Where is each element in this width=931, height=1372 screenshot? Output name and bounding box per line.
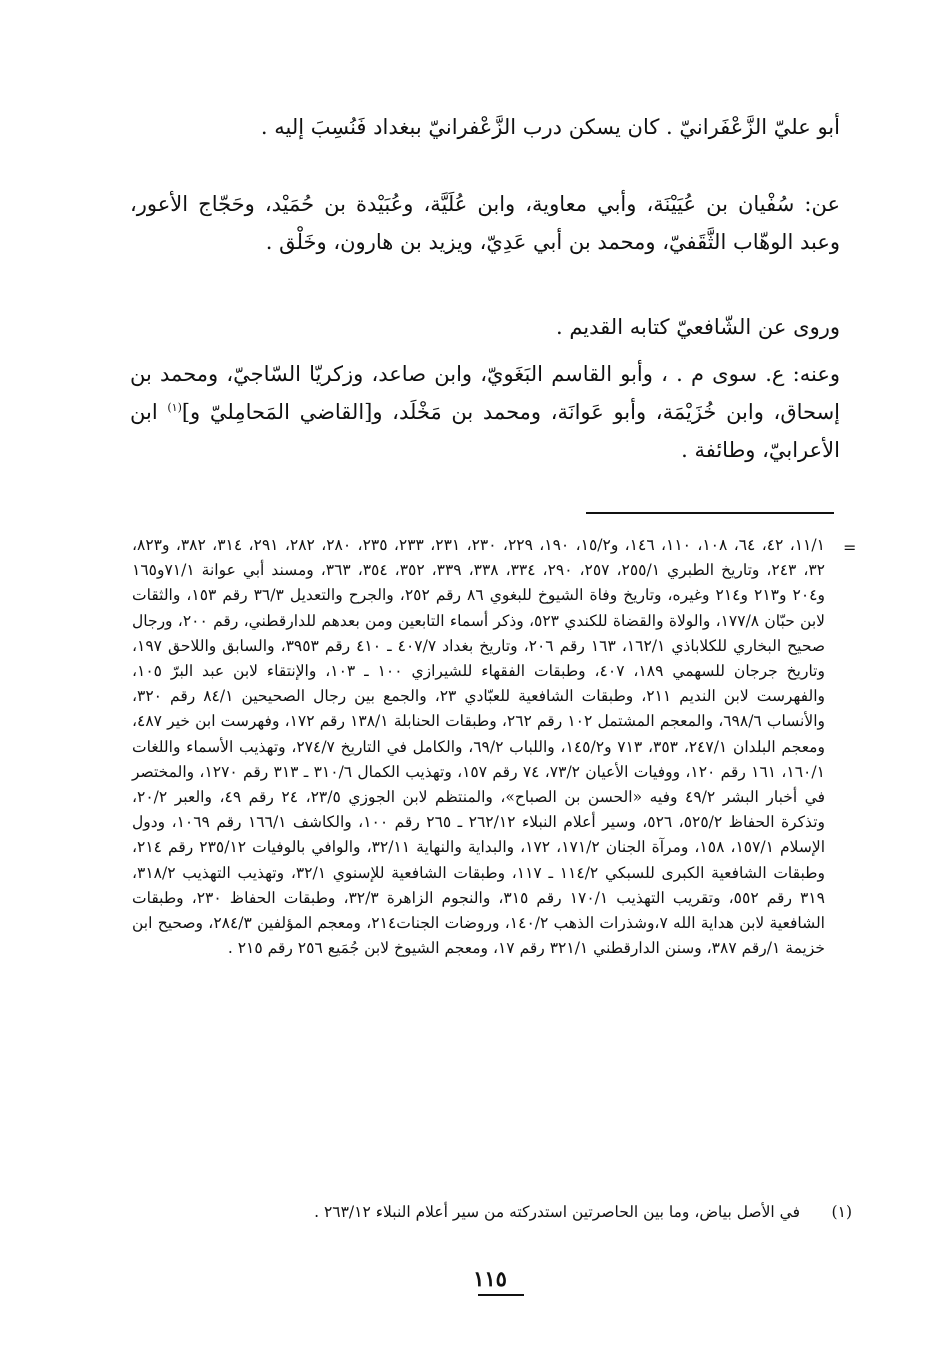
- page-number: ١١٥: [473, 1266, 507, 1291]
- footnote-1-number: (١): [831, 1203, 852, 1221]
- narration-paragraph: وروى عن الشّافعيّ كتابه القديم .: [555, 315, 840, 339]
- footnote-reference-1: (١): [167, 401, 182, 414]
- students-text-before: وعنه: ع. سوى م . ، وأبو القاسم البَغَويّ، وابن صاعد، وزكريّا السّاجيّ، ومحمد بن إسحاق، وابن خُزَيْمَة، وأبو عَوانَة، ومحمد بن مَخْلَد، و[القاضي المَحامِليّ و]: [130, 362, 840, 424]
- footnote-continuation-mark: =: [843, 538, 857, 557]
- intro-paragraph: أبو عليّ الزَّعْفَرانيّ . كان يسكن درب الزَّعْفرانيّ ببغداد فَنُسِبَ إليه .: [260, 115, 840, 139]
- students-text-after: ابن الأعرابيّ، وطائفة .: [130, 400, 840, 462]
- footnote-continued-sources: ١١/١، ٤٢، ٦٤، ١٠٨، ١١٠، ١٤٦، و١٥/٢، ١٩٠، ٢٢٩، ٢٣٠، ٢٣١، ٢٣٣، ٢٣٥، ٢٨٠، ٢٨٢، ٢٩١، ٣١٤، ٣٨٢، و٨٢٣، ٣٢، ٢٤٣، وتاريخ الطبري ٢٥٥/١، ٢٥٧، ٢٩٠، ٣٣٤، ٣٣٨، ٣٣٩، ٣٥٢، ٣٥٤، ٣٦٣، ومسند أبي عوانة ٧١/١و١٦٥ و٢٠٤ و٢١٣ و٢١٤ وغيره، وتاريخ وفاة الشيوخ للبغوي ٨٦ رقم ٢٥٢، والجرح والتعديل ٣٦/٣ رقم ١٥٣، والثقات لابن حبّان ١٧٧/٨، والولاة والقضاة للكندي ٥٢٣، وذكر أسماء التابعين ومن بعدهم للدارقطني، رقم ٢٠٠، ورجال صحيح البخاري للكلاباذي ١٦٢/١، ١٦٣ رقم ٢٠٦، وتاريخ بغداد ٤٠٧/٧ ـ ٤١٠ رقم ٣٩٥٣، والسابق واللاحق ١٩٧، وتاريخ جرجان للسهمي ١٨٩، ٤٠٧، وطبقات الفقهاء للشيرازي ١٠٠ ـ ١٠٣، والإنتقاء لابن عبد البرّ ١٠٥، والفهرست لابن النديم ٢١١، وطبقات الشافعية للعبّادي ٢٣، والجمع بين رجال الصحيحين ٨٤/١ رقم ٣٢٠، والأنساب ٦٩٨/٦، والمعجم المشتمل ١٠٢ رقم ٢٦٢، وطبقات الحنابلة ١٣٨/١ رقم ١٧٢، وفهرست ابن خير ٤٨٧، ومعجم البلدان ٢٤٧/١، ٣٥٣، ٧١٣ و١٤٥/٢، واللباب ٦٩/٢، والكامل في التاريخ ٢٧٤/٧، وتهذيب الأسماء واللغات ١٦٠/١، ١٦١ رقم ١٢٠، ووفيات الأعيان ٧٣/٢، ٧٤ رقم ١٥٧، وتهذيب الكمال ٣١٠/٦ ـ ٣١٣ رقم ١٢٧٠، والمختصر في أخبار البشر ٤٩/٢ وفيه «الحسن بن الصباح»، والمنتظم لابن الجوزي ٢٣/٥، ٢٤ رقم ٤٩، والعبر ٢٠/٢، وتذكرة الحفاظ ٥٢٥/٢، ٥٢٦، وسير أعلام النبلاء ٢٦٢/١٢ ـ ٢٦٥ رقم ١٠٠، والكاشف ١٦٦/١ رقم ١٠٦٩، ودول الإسلام ١٥٧/١، ١٥٨، ومرآة الجنان ١٧١/٢، ١٧٢، والبداية والنهاية ٣٢/١١، والوافي بالوفيات ٢٣٥/١٢ رقم ٢١٤، وطبقات الشافعية الكبرى للسبكي ١١٤/٢ ـ ١١٧، وطبقات الشافعية للإسنوي ٣٢/١، وتهذيب التهذيب ٣١٨/٢، ٣١٩ رقم ٥٥٢، وتقريب التهذيب ١٧٠/١ رقم ٣١٥، والنجوم الزاهرة ٣٢/٣، وطبقات الحفاظ ٢٣٠، وطبقات الشافعية لابن هداية الله ٧،وشذرات الذهب ١٤٠/٢، وروضات الجنات٢١٤، ومعجم المؤلفين ٢٨٤/٣، وصحيح ابن خزيمة ١/رقم ٣٨٧، وسنن الدارقطني ٣٢١/١ رقم ١٧، ومعجم الشيوخ لابن جُمَيع ٢٥٦ رقم ٢١٥ .: [132, 536, 826, 958]
- page-number-underline: [478, 1294, 524, 1296]
- teachers-paragraph: عن: سُفْيان بن عُيَيْنَة، وأبي معاوية، وابن عُلَيَّة، وعُبَيْدة بن حُمَيْد، وحَجّاج الأعور، وعبد الوهّاب الثَّقَفيّ، ومحمد بن أبي عَدِيّ، ويزيد بن هارون، وخَلْق .: [130, 192, 840, 254]
- students-paragraph: [130, 355, 840, 469]
- footnote-separator: [586, 512, 834, 514]
- footnote-1-text: في الأصل بياض، وما بين الحاصرتين استدركته من سير أعلام النبلاء ٢٦٣/١٢ .: [314, 1203, 800, 1221]
